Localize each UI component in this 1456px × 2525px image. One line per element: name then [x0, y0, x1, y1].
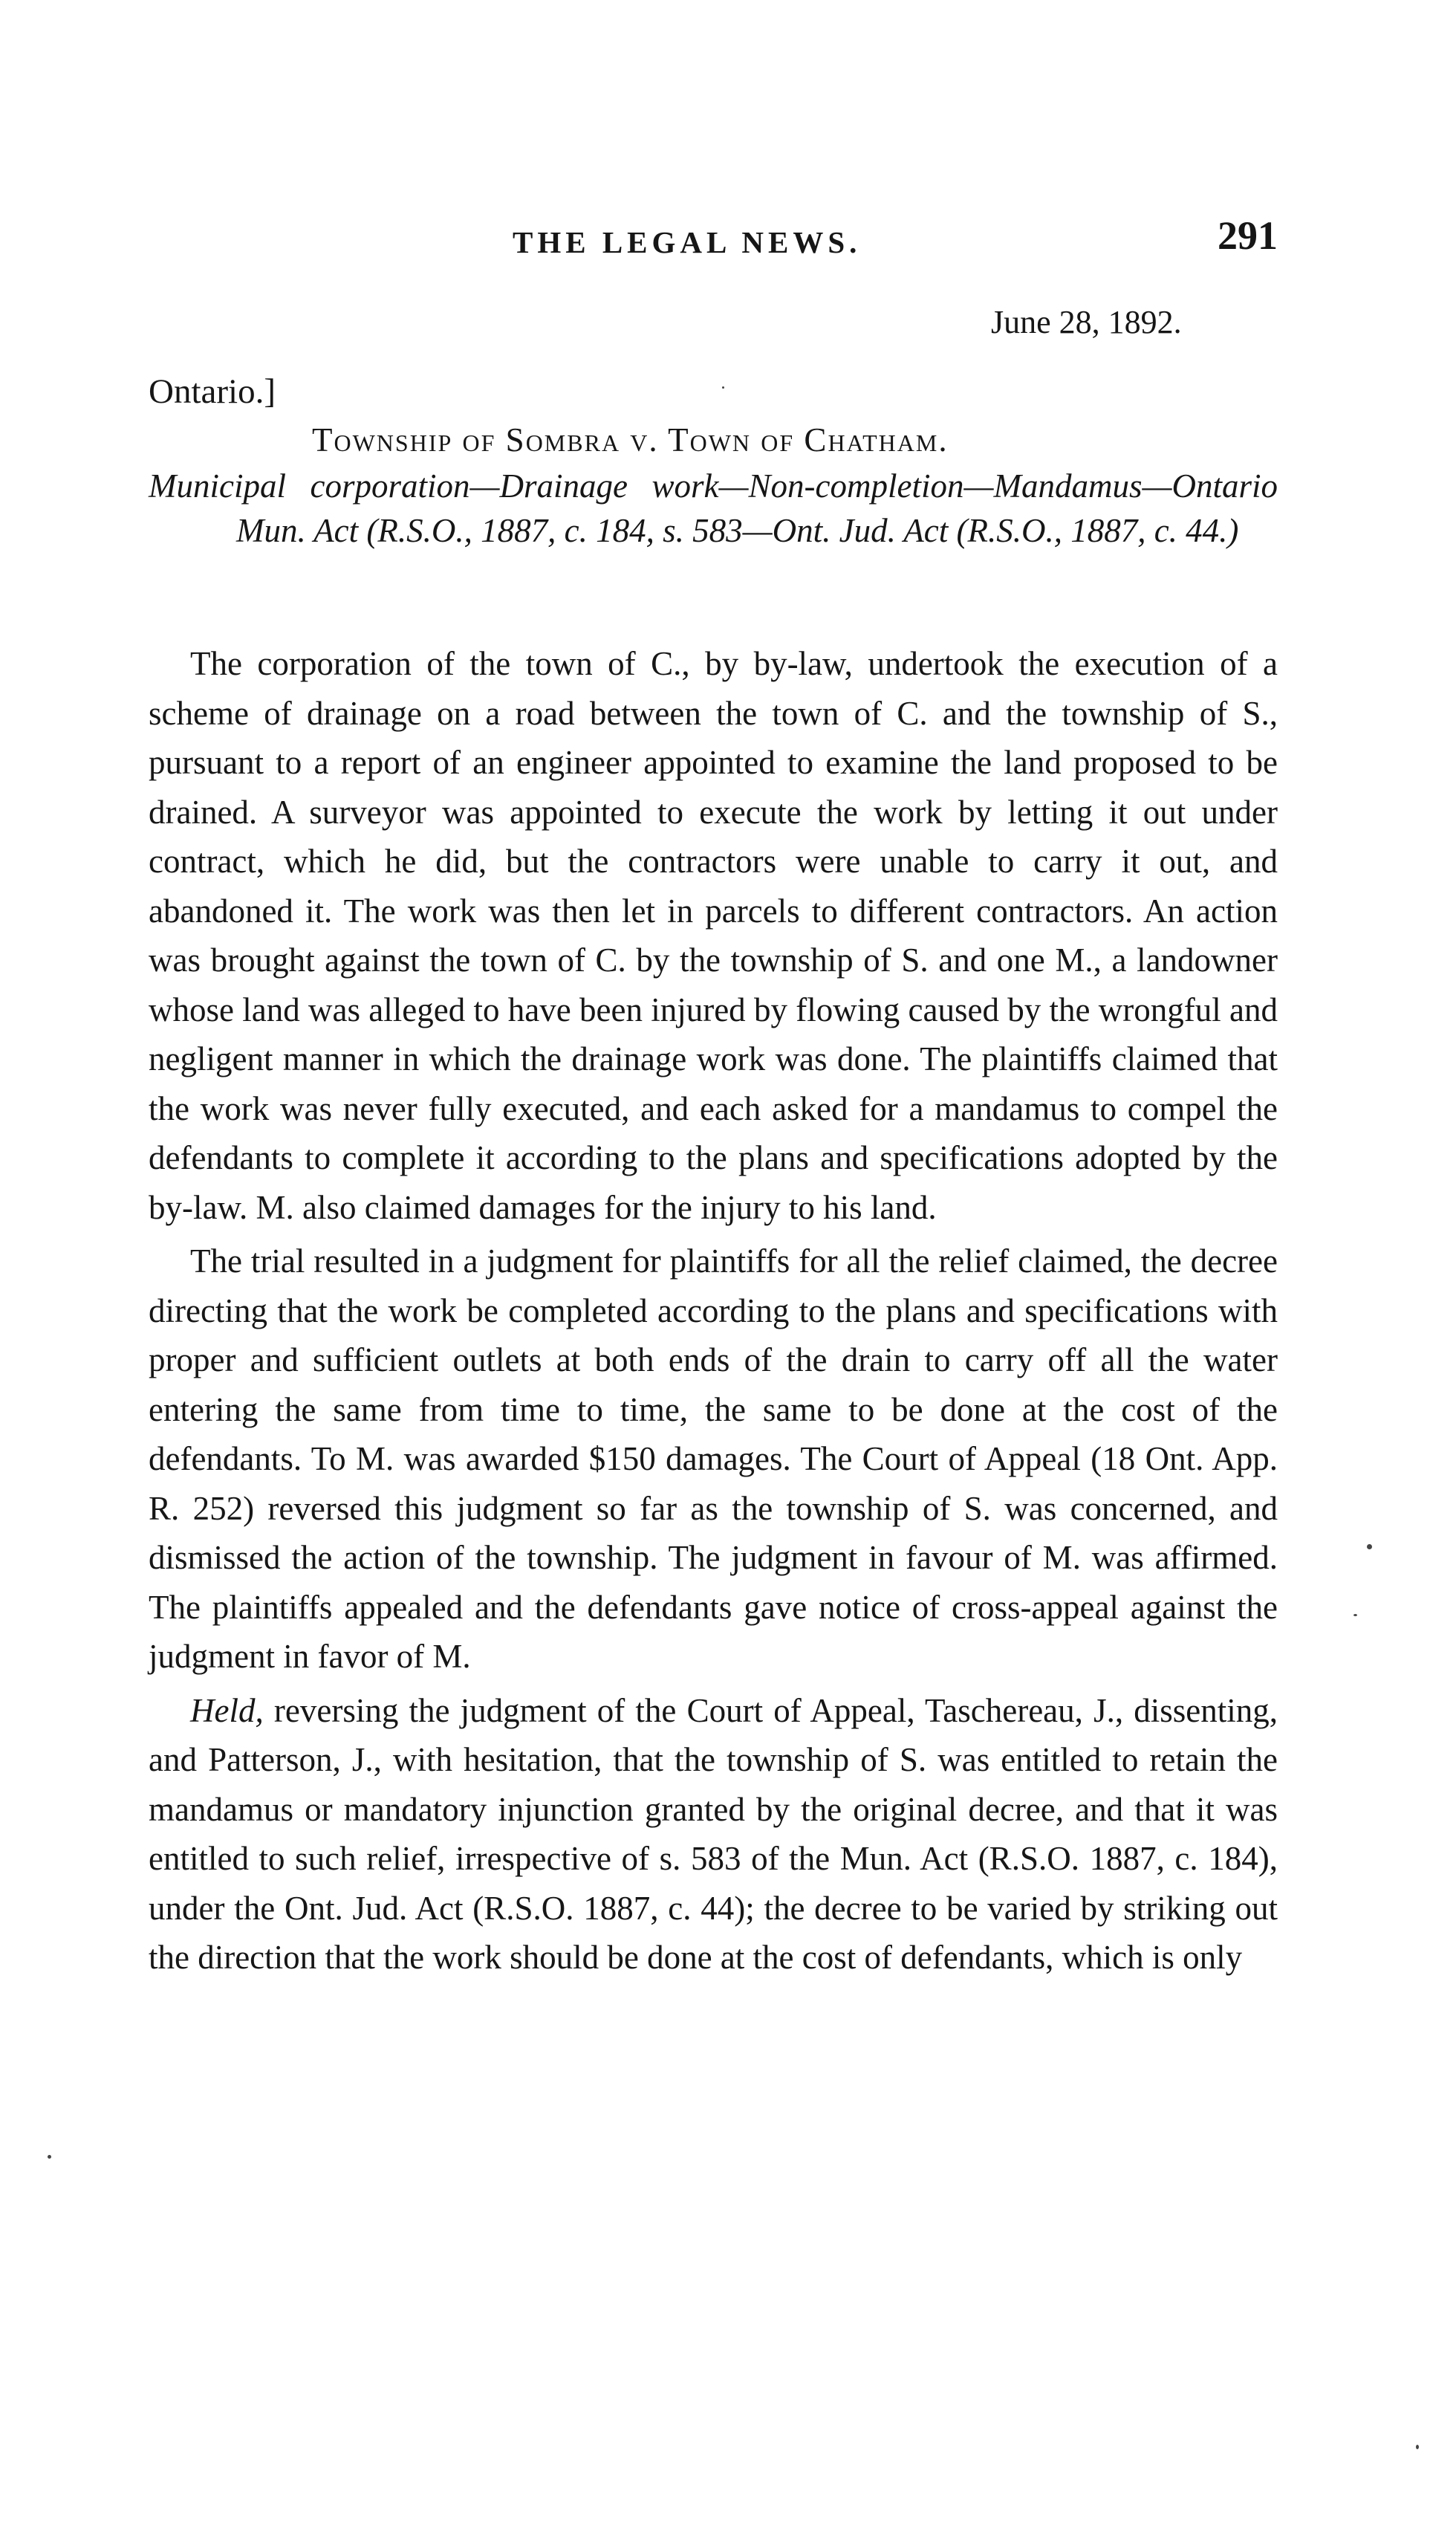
headnote — [149, 464, 1278, 553]
paragraph-trial: The trial resulted in a judgment for plaintiffs for all the relief claimed, the decree directing that the work be completed according to the plans and specifications with proper and sufficient outlets at both ends of the drain to carry off all the water entering the same from time to time, the same to be done at the cost of the defendants. To M. was awarded $150 damages. The Court of Appeal (18 Ont. App. R. 252) reversed this judgment so far as the township of S. was concerned, and dismissed the action of the township. The judgment in favour of M. was affirmed. The plaintiffs appealed and the defendants gave notice of cross-appeal against the judgment in favor of M. — [149, 1242, 1278, 1675]
scan-speck — [48, 2155, 51, 2159]
held-text: reversing the judgment of the Court of Appeal, Taschereau, J., dissenting, and Patterson, J., with hesitation, that the township of S. was entitled to retain the mandamus or mandatory injunction granted by the original decree, and that it was entitled to such relief, irrespective of s. 583 of the Mun. Act (R.S.O. 1887, c. 184), under the Ont. Jud. Act (R.S.O. 1887, c. 44); the decree to be varied by striking out the direction that the work should be done at the cost of defendants, which is only — [149, 1691, 1278, 1976]
headnote-text: Municipal corporation—Drainage work—Non-completion—Mandamus—Ontario Mun. Act (R.S.O., 1887, c. 184, s. 583—Ont. Jud. Act (R.S.O., 1887, c. 44.) — [149, 467, 1278, 549]
running-head — [149, 213, 1278, 265]
report-date: June 28, 1892. — [991, 304, 1182, 340]
body-text — [149, 639, 1278, 1987]
journal-title: THE LEGAL NEWS. — [513, 225, 862, 259]
paragraph-held — [149, 1686, 1278, 1983]
scan-speck — [1416, 2445, 1419, 2449]
court-label: Ontario.] — [149, 372, 276, 411]
case-title: Township of Sombra v. Town of Chatham. — [312, 421, 949, 458]
scan-speck — [1367, 1544, 1372, 1549]
page-number: 291 — [1218, 213, 1278, 258]
paragraph-facts: The corporation of the town of C., by by-law, undertook the execution of a scheme of drainage on a road between the town of C. and the township of S., pursuant to a report of an engineer appointed to examine the land proposed to be drained. A surveyor was appointed to execute the work by letting it out under contract, which he did, but the contractors were unable to carry it out, and abandoned it. The work was then let in parcels to different contractors. An action was brought against the town of C. by the township of S. and one M., a landowner whose land was alleged to have been injured by flowing caused by the wrongful and negligent manner in which the drainage work was done. The plaintiffs claimed that the work was never fully executed, and each asked for a mandamus to compel the defendants to complete it according to the plans and specifications adopted by the by-law. M. also claimed damages for the injury to his land. — [149, 645, 1278, 1226]
scan-speck — [1353, 1614, 1357, 1616]
held-label: Held, — [190, 1691, 264, 1729]
scan-speck — [722, 386, 724, 389]
